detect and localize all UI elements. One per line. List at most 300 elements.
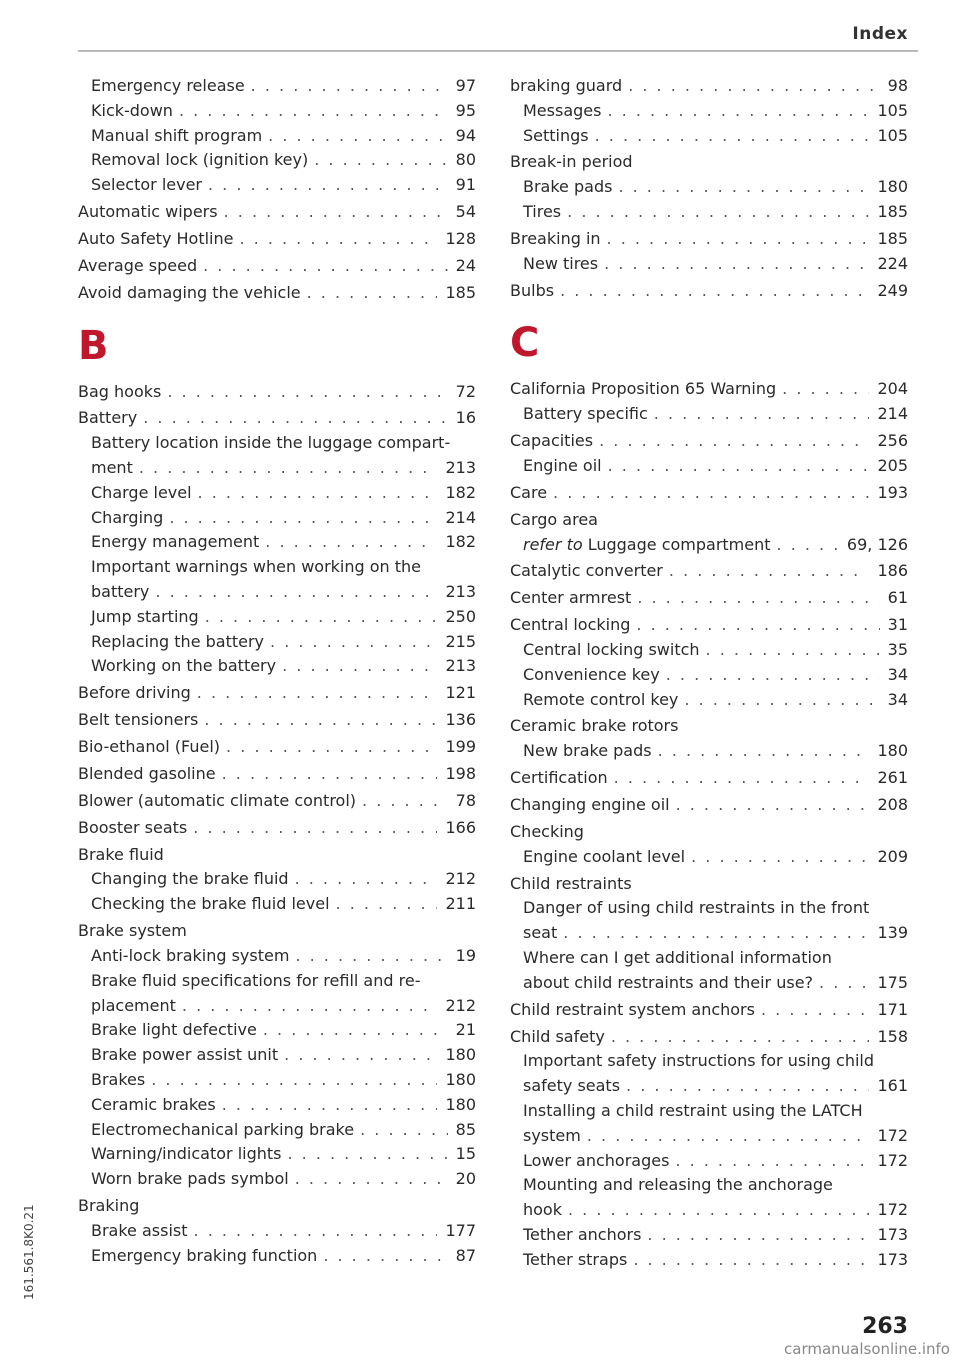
entry-label: Auto Safety Hotline: [78, 228, 234, 248]
entry-refer-to: refer to: [523, 534, 583, 554]
entry-page-number: 180: [445, 1094, 476, 1114]
dot-leader: [139, 456, 438, 481]
entry-label: braking guard: [510, 76, 623, 95]
index-entry: [78, 681, 476, 706]
index-entry: [78, 919, 476, 944]
entry-page-number: 193: [877, 482, 908, 502]
entry-label: Booster seats: [78, 817, 188, 837]
entry-page-number: 161: [877, 1076, 908, 1096]
dot-leader: [268, 124, 447, 149]
dot-leader: [287, 1142, 447, 1167]
index-entry: [510, 998, 908, 1023]
entry-page-number: 261: [877, 768, 908, 788]
entry-page-number: 212: [445, 995, 476, 1015]
entry-page-number: 158: [877, 1026, 908, 1046]
entry-page-number: 172: [877, 1200, 908, 1220]
entry-label: Changing the brake fluid: [91, 869, 289, 889]
index-subentry: [78, 1244, 476, 1269]
entry-page-number: 185: [877, 202, 908, 222]
entry-label: Battery specific: [523, 404, 648, 424]
entry-page-number: 215: [445, 631, 476, 651]
index-subentry: [78, 580, 476, 605]
dot-leader: [179, 99, 448, 124]
dot-leader: [295, 867, 438, 892]
index-entry: [510, 377, 908, 402]
entry-label: Bulbs: [510, 280, 555, 300]
dot-leader: [595, 124, 870, 149]
entry-page-number: 212: [445, 869, 476, 889]
dot-leader: [782, 377, 869, 402]
entry-label: Break-in period: [510, 152, 633, 172]
dot-leader: [222, 762, 438, 787]
index-subentry: [78, 654, 476, 679]
entry-page-number: 24: [455, 255, 476, 275]
entry-label: about child restraints and their use?: [523, 972, 814, 992]
entry-page-number: 80: [455, 150, 476, 170]
entry-page-number: 34: [887, 689, 908, 709]
entry-page-number: 128: [445, 228, 476, 248]
entry-label: hook: [523, 1200, 562, 1220]
entry-label: Child safety: [510, 1026, 605, 1046]
index-entry: [78, 281, 476, 306]
header-rule: [78, 50, 918, 52]
entry-label: Mounting and releasing the anchorage: [523, 1175, 833, 1195]
entry-label: [523, 533, 771, 558]
index-entry: [78, 762, 476, 787]
entry-page-number: 213: [445, 458, 476, 478]
entry-label: Manual shift program: [91, 125, 263, 145]
index-entry: [510, 279, 908, 304]
index-subentry: [78, 124, 476, 149]
entry-page-number: 250: [445, 606, 476, 626]
index-subentry: [78, 1068, 476, 1093]
entry-label: Center armrest: [510, 588, 632, 608]
index-subentry: [510, 688, 908, 713]
entry-label: Kick-down: [91, 100, 173, 120]
entry-label: placement: [91, 995, 176, 1015]
index-subentry: [510, 454, 908, 479]
entry-label: Selector lever: [91, 175, 202, 195]
entry-label: Remote control key: [523, 689, 679, 709]
index-subentry: [78, 994, 476, 1019]
index-subentry: [78, 1093, 476, 1118]
index-subentry: [510, 896, 908, 921]
dot-leader: [197, 681, 438, 706]
index-entry: [510, 714, 908, 739]
dot-leader: [295, 1167, 448, 1192]
index-entry: [510, 1025, 908, 1050]
entry-page-number: 249: [877, 280, 908, 300]
entry-label: Anti-lock braking system: [91, 945, 290, 965]
dot-leader: [614, 766, 870, 791]
entry-label-text: Luggage compartment: [582, 534, 771, 554]
index-subentry: [78, 605, 476, 630]
index-subentry: [78, 530, 476, 555]
dot-leader: [155, 580, 437, 605]
index-subentry: [510, 1223, 908, 1248]
dot-leader: [637, 586, 879, 611]
dot-leader: [203, 254, 448, 279]
dot-leader: [669, 559, 870, 584]
entry-label: Cargo area: [510, 509, 598, 529]
entry-label: Engine coolant level: [523, 846, 686, 866]
entry-label: Avoid damaging the vehicle: [78, 282, 301, 302]
dot-leader: [208, 173, 448, 198]
dot-leader: [270, 630, 437, 655]
entry-label: Jump starting: [91, 606, 199, 626]
dot-leader: [599, 429, 869, 454]
dot-leader: [194, 1219, 438, 1244]
entry-page-number: 173: [877, 1224, 908, 1244]
dot-leader: [633, 1248, 869, 1273]
dot-leader: [607, 99, 869, 124]
entry-label: Child restraint system anchors: [510, 999, 755, 1019]
index-subentry: [510, 1248, 908, 1273]
entry-page-number: 214: [877, 404, 908, 424]
entry-label: Capacities: [510, 431, 594, 451]
index-subentry: [78, 1043, 476, 1068]
dot-leader: [684, 688, 879, 713]
dot-leader: [560, 279, 869, 304]
entry-page-number: 69, 126: [846, 534, 908, 554]
dot-leader: [587, 1124, 870, 1149]
entry-label: Replacing the battery: [91, 631, 265, 651]
entry-label: Checking: [510, 821, 584, 841]
index-subentry: [78, 99, 476, 124]
entry-page-number: 19: [455, 945, 476, 965]
dot-leader: [553, 481, 869, 506]
entry-page-number: 87: [455, 1245, 476, 1265]
entry-label: Child restraints: [510, 873, 632, 893]
index-entry: [510, 872, 908, 897]
index-subentry: [510, 252, 908, 277]
entry-label: Settings: [523, 125, 589, 145]
entry-label: Tether anchors: [523, 1224, 642, 1244]
dot-leader: [282, 654, 437, 679]
entry-label: Emergency release: [91, 76, 245, 95]
index-subentry: [78, 148, 476, 173]
entry-label: Blower (automatic climate control): [78, 790, 357, 810]
entry-page-number: 61: [887, 588, 908, 608]
dot-leader: [251, 74, 448, 99]
index-entry: [510, 150, 908, 175]
dot-leader: [193, 816, 437, 841]
entry-page-number: 213: [445, 582, 476, 602]
entry-label: Charge level: [91, 482, 192, 502]
index-entry: [78, 1194, 476, 1219]
entry-page-number: 182: [445, 482, 476, 502]
index-subentry: [510, 175, 908, 200]
entry-label: Before driving: [78, 683, 191, 703]
dot-leader: [204, 708, 437, 733]
entry-page-number: 185: [877, 228, 908, 248]
index-subentry: [78, 555, 476, 580]
entry-label: Battery location inside the luggage compart-: [91, 433, 451, 453]
dot-leader: [307, 281, 438, 306]
index-subentry: [510, 1198, 908, 1223]
entry-label: ment: [91, 458, 133, 478]
entry-label: Central locking switch: [523, 639, 700, 659]
dot-leader: [626, 1074, 869, 1099]
index-subentry: [78, 944, 476, 969]
entry-page-number: 224: [877, 253, 908, 273]
index-entry: [78, 227, 476, 252]
index-subentry: [510, 1049, 908, 1074]
entry-label: Charging: [91, 507, 164, 527]
index-subentry: [510, 99, 908, 124]
entry-label: Working on the battery: [91, 656, 277, 676]
entry-label: Breaking in: [510, 228, 601, 248]
dot-leader: [568, 1198, 869, 1223]
entry-label: Worn brake pads symbol: [91, 1169, 289, 1189]
index-subentry: [510, 124, 908, 149]
dot-leader: [604, 252, 869, 277]
index-entry: [510, 559, 908, 584]
entry-page-number: 180: [877, 741, 908, 761]
index-entry: [510, 586, 908, 611]
entry-label: Where can I get additional information: [523, 948, 832, 968]
dot-leader: [675, 1149, 869, 1174]
entry-label: Belt tensioners: [78, 710, 199, 730]
entry-page-number: 121: [445, 683, 476, 703]
watermark-text: carmanualsonline.info: [784, 1340, 950, 1358]
entry-label: Emergency braking function: [91, 1245, 318, 1265]
page-title: Index: [852, 24, 908, 44]
entry-label: Bio-ethanol (Fuel): [78, 737, 221, 757]
entry-label: Care: [510, 482, 548, 502]
index-subentry: [510, 638, 908, 663]
dot-leader: [777, 533, 839, 558]
entry-page-number: 185: [445, 282, 476, 302]
index-entry: [510, 613, 908, 638]
entry-page-number: 182: [445, 532, 476, 552]
index-subentry: [510, 200, 908, 225]
dot-leader: [608, 454, 870, 479]
entry-page-number: 35: [887, 639, 908, 659]
index-entry: [510, 508, 908, 533]
page-number: 263: [862, 1314, 908, 1339]
dot-leader: [169, 506, 437, 531]
index-entry: [510, 227, 908, 252]
entry-label: Installing a child restraint using the LATCH: [523, 1100, 863, 1120]
dot-leader: [295, 944, 447, 969]
dot-leader: [647, 1223, 869, 1248]
entry-page-number: 180: [877, 177, 908, 197]
entry-page-number: 171: [877, 999, 908, 1019]
dot-leader: [224, 200, 448, 225]
dot-leader: [654, 402, 870, 427]
entry-page-number: 175: [877, 972, 908, 992]
section-letter: B: [78, 322, 109, 369]
index-subentry: [510, 845, 908, 870]
entry-label: Removal lock (ignition key): [91, 150, 309, 170]
index-subentry: [78, 630, 476, 655]
dot-leader: [336, 892, 438, 917]
index-subentry: [510, 1074, 908, 1099]
entry-label: Average speed: [78, 255, 198, 275]
entry-label: Danger of using child restraints in the front: [523, 898, 870, 918]
dot-leader: [198, 481, 438, 506]
entry-page-number: 166: [445, 817, 476, 837]
entry-label: Tether straps: [523, 1249, 628, 1269]
entry-label: Catalytic converter: [510, 561, 663, 581]
index-subentry: [78, 506, 476, 531]
dot-leader: [205, 605, 438, 630]
dot-leader: [636, 613, 879, 638]
entry-label: battery: [91, 582, 150, 602]
index-entry: [78, 789, 476, 814]
entry-label: Brake light defective: [91, 1020, 257, 1040]
entry-label: Brake fluid specifications for refill and re-: [91, 970, 421, 990]
index-column-left: [78, 74, 476, 1268]
entry-label: Brake assist: [91, 1220, 188, 1240]
index-entry: [78, 406, 476, 431]
entry-label: Bag hooks: [78, 381, 162, 401]
entry-label: Lower anchorages: [523, 1150, 670, 1170]
entry-page-number: 256: [877, 431, 908, 451]
index-entry: [510, 766, 908, 791]
entry-label: system: [523, 1125, 581, 1145]
entry-page-number: 177: [445, 1220, 476, 1240]
index-subentry: [78, 481, 476, 506]
entry-label: Tires: [523, 202, 562, 222]
entry-page-number: 34: [887, 664, 908, 684]
dot-leader: [362, 789, 448, 814]
dot-leader: [151, 1068, 437, 1093]
entry-page-number: 198: [445, 763, 476, 783]
entry-page-number: 204: [877, 379, 908, 399]
entry-label: Brake fluid: [78, 844, 164, 864]
index-subentry: [510, 946, 908, 971]
entry-label: Certification: [510, 768, 608, 788]
entry-label: Electromechanical parking brake: [91, 1119, 355, 1139]
index-subentry: [510, 663, 908, 688]
dot-leader: [666, 663, 880, 688]
dot-leader: [323, 1244, 447, 1269]
entry-page-number: 54: [455, 202, 476, 222]
dot-leader: [284, 1043, 437, 1068]
entry-label: Important safety instructions for using child: [523, 1051, 875, 1071]
dot-leader: [265, 530, 437, 555]
index-subentry: [78, 1167, 476, 1192]
entry-label: Energy management: [91, 532, 260, 552]
index-subentry: [510, 533, 908, 558]
entry-page-number: 180: [445, 1069, 476, 1089]
index-entry: [78, 735, 476, 760]
entry-label: Automatic wipers: [78, 202, 218, 222]
index-subentry: [78, 1142, 476, 1167]
dot-leader: [314, 148, 447, 173]
entry-page-number: 172: [877, 1125, 908, 1145]
index-entry: [78, 843, 476, 868]
dot-leader: [143, 406, 447, 431]
index-entry: [510, 820, 908, 845]
entry-page-number: 213: [445, 656, 476, 676]
dot-leader: [567, 200, 869, 225]
entry-page-number: 139: [877, 923, 908, 943]
entry-page-number: 31: [887, 615, 908, 635]
entry-page-number: 98: [887, 76, 908, 95]
index-entry: [78, 816, 476, 841]
dot-leader: [360, 1118, 448, 1143]
index-subentry: [78, 456, 476, 481]
index-subentry: [510, 921, 908, 946]
entry-label: Warning/indicator lights: [91, 1144, 282, 1164]
entry-label: Messages: [523, 100, 602, 120]
dot-leader: [222, 1093, 438, 1118]
entry-page-number: 78: [455, 790, 476, 810]
index-subentry: [510, 971, 908, 996]
entry-label: New brake pads: [523, 741, 652, 761]
entry-label: Ceramic brake rotors: [510, 716, 679, 736]
entry-page-number: 205: [877, 455, 908, 475]
dot-leader: [226, 735, 437, 760]
section-letter: C: [510, 320, 540, 367]
entry-page-number: 15: [455, 1144, 476, 1164]
dot-leader: [167, 380, 447, 405]
dot-leader: [658, 739, 870, 764]
dot-leader: [618, 175, 869, 200]
entry-label: Brake system: [78, 921, 187, 941]
entry-page-number: 180: [445, 1045, 476, 1065]
entry-label: Brakes: [91, 1069, 146, 1089]
entry-page-number: 97: [455, 76, 476, 95]
index-subentry: [78, 173, 476, 198]
entry-page-number: 105: [877, 100, 908, 120]
entry-page-number: 186: [877, 561, 908, 581]
entry-page-number: 20: [455, 1169, 476, 1189]
entry-page-number: 211: [445, 894, 476, 914]
index-subentry: [510, 1124, 908, 1149]
entry-label: Central locking: [510, 615, 631, 635]
index-column-right: [510, 74, 908, 1273]
index-entry: [510, 429, 908, 454]
entry-page-number: 136: [445, 710, 476, 730]
dot-leader: [239, 227, 437, 252]
entry-label: Brake pads: [523, 177, 613, 197]
entry-page-number: 105: [877, 125, 908, 145]
index-entry: [78, 254, 476, 279]
index-subentry: [78, 867, 476, 892]
entry-label: Battery: [78, 408, 138, 428]
index-entry: [78, 708, 476, 733]
dot-leader: [706, 638, 880, 663]
index-subentry: [510, 1099, 908, 1124]
dot-leader: [676, 793, 870, 818]
entry-page-number: 209: [877, 846, 908, 866]
entry-label: Convenience key: [523, 664, 660, 684]
index-subentry: [78, 431, 476, 456]
entry-label: California Proposition 65 Warning: [510, 379, 777, 399]
index-subentry: [510, 402, 908, 427]
entry-label: Braking: [78, 1195, 140, 1215]
entry-page-number: 21: [455, 1020, 476, 1040]
dot-leader: [819, 971, 869, 996]
entry-page-number: 94: [455, 125, 476, 145]
entry-page-number: 173: [877, 1249, 908, 1269]
entry-page-number: 199: [445, 737, 476, 757]
index-subentry: [78, 74, 476, 99]
entry-page-number: 72: [455, 381, 476, 401]
entry-label: Brake power assist unit: [91, 1045, 279, 1065]
index-subentry: [78, 1018, 476, 1043]
index-entry: [510, 481, 908, 506]
entry-page-number: 91: [455, 175, 476, 195]
entry-page-number: 95: [455, 100, 476, 120]
index-subentry: [78, 1118, 476, 1143]
index-subentry: [78, 969, 476, 994]
entry-label: Engine oil: [523, 455, 602, 475]
